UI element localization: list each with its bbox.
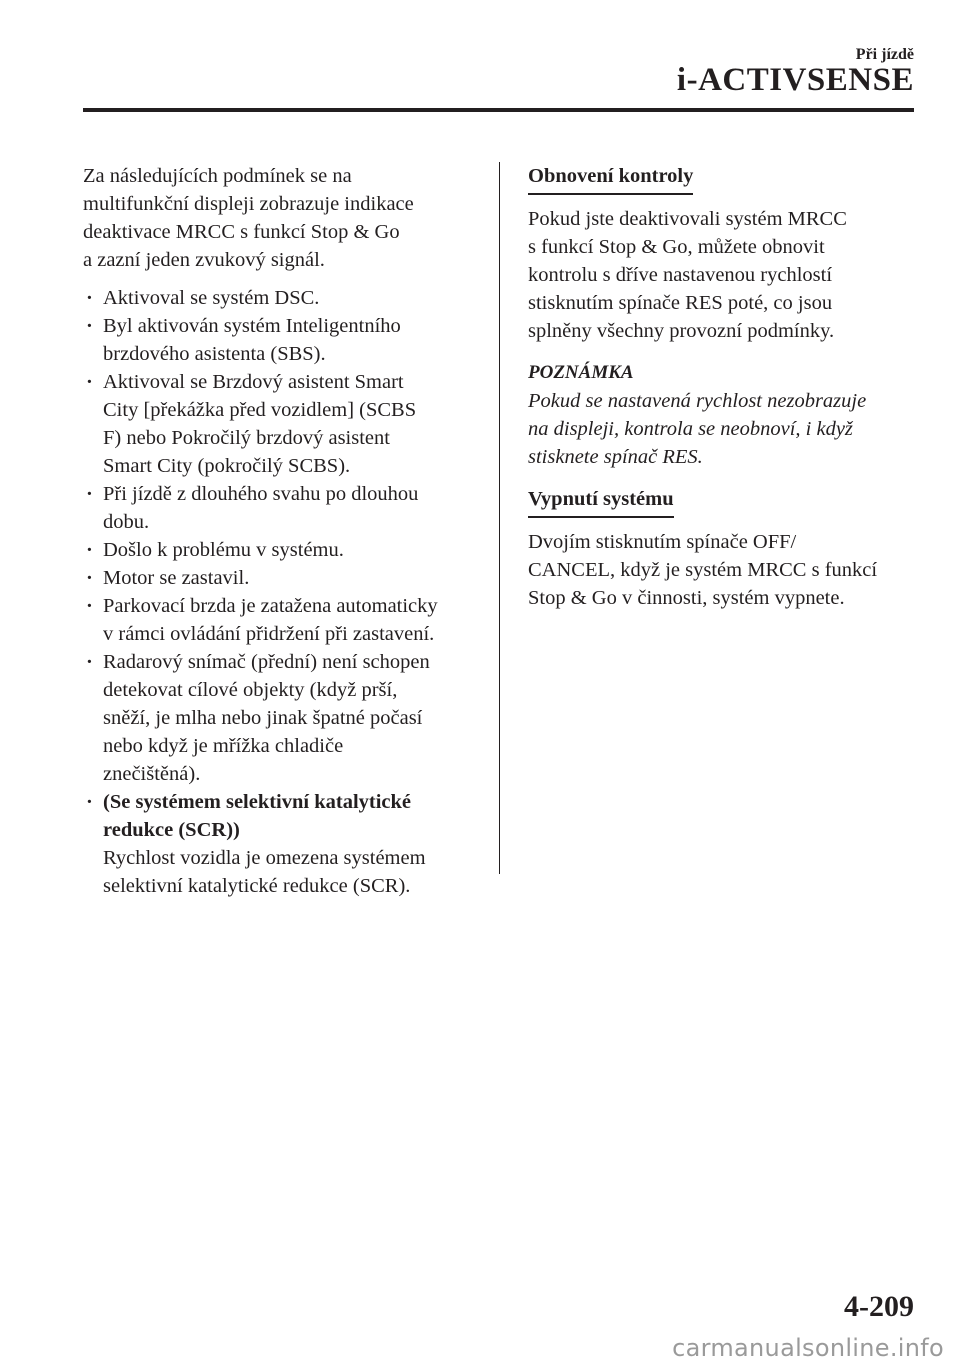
note-title: POZNÁMKA: [528, 362, 634, 383]
paragraph-line: Dvojím stisknutím spínače OFF/: [528, 531, 797, 553]
list-item-line: · Motor se zastavil.: [103, 567, 250, 589]
list-item-line: znečištěná).: [103, 763, 201, 785]
intro-paragraph: [83, 162, 483, 274]
column-divider: [499, 162, 500, 874]
list-item-line: sněží, je mlha nebo jinak špatné počasí: [103, 707, 423, 729]
note-line: stisknete spínač RES.: [528, 446, 703, 468]
list-item-line: Smart City (pokročilý SCBS).: [103, 455, 351, 477]
off-paragraph: [528, 528, 918, 612]
header-rule: [83, 108, 914, 112]
left-column: [83, 162, 483, 900]
list-item: [83, 648, 483, 788]
list-item-line: · Došlo k problému v systému.: [103, 539, 344, 561]
right-column: [528, 162, 918, 626]
list-item-scr: [83, 788, 483, 900]
list-item-line: v rámci ovládání přidržení při zastavení.: [103, 623, 435, 645]
list-item-line: nebo když je mřížka chladiče: [103, 735, 344, 757]
list-item-line: brzdového asistenta (SBS).: [103, 343, 326, 365]
list-item-line: selektivní katalytické redukce (SCR).: [103, 875, 411, 897]
list-item: [83, 480, 483, 536]
list-item-line: · Byl aktivován systém Inteligentního: [103, 315, 401, 337]
section-title: i-ACTIVSENSE: [676, 62, 914, 98]
scr-condition-heading: · (Se systémem selektivní katalytické: [103, 791, 412, 813]
chapter-title: Při jízdě: [855, 46, 914, 63]
list-item-line: F) nebo Pokročilý brzdový asistent: [103, 427, 390, 449]
list-item-line: · Při jízdě z dlouhého svahu po dlouhou: [103, 483, 419, 505]
paragraph-line: Stop & Go v činnosti, systém vypnete.: [528, 587, 845, 609]
off-heading: Vypnutí systému: [528, 485, 674, 518]
restore-paragraph: [528, 205, 918, 345]
intro-line: multifunkční displeji zobrazuje indikace: [83, 193, 414, 215]
list-item: [83, 536, 483, 564]
watermark: carmanualsonline.info: [672, 1334, 944, 1362]
condition-list: [83, 284, 483, 900]
list-item: [83, 312, 483, 368]
list-item: [83, 592, 483, 648]
note-line: Pokud se nastavená rychlost nezobrazuje: [528, 390, 867, 412]
list-item: [83, 564, 483, 592]
intro-line: a zazní jeden zvukový signál.: [83, 249, 325, 271]
list-item-line: Rychlost vozidla je omezena systémem: [103, 847, 426, 869]
paragraph-line: stisknutím spínače RES poté, co jsou: [528, 292, 833, 314]
scr-condition-heading: redukce (SCR)): [103, 819, 240, 841]
intro-line: deaktivace MRCC s funkcí Stop & Go: [83, 221, 400, 243]
paragraph-line: s funkcí Stop & Go, můžete obnovit: [528, 236, 825, 258]
list-item-line: dobu.: [103, 511, 150, 533]
list-item: [83, 284, 483, 312]
paragraph-line: splněny všechny provozní podmínky.: [528, 320, 835, 342]
list-item-line: · Radarový snímač (přední) není schopen: [103, 651, 430, 673]
note-text: [528, 387, 918, 471]
list-item-line: · Parkovací brzda je zatažena automaticky: [103, 595, 438, 617]
restore-heading: Obnovení kontroly: [528, 162, 693, 195]
intro-line: Za následujících podmínek se na: [83, 165, 352, 187]
page-number: 4-209: [844, 1290, 914, 1323]
paragraph-line: Pokud jste deaktivovali systém MRCC: [528, 208, 847, 230]
paragraph-line: kontrolu s dříve nastavenou rychlostí: [528, 264, 833, 286]
list-item-line: City [překážka před vozidlem] (SCBS: [103, 399, 417, 421]
list-item-line: · Aktivoval se systém DSC.: [103, 287, 320, 309]
note-line: na displeji, kontrola se neobnoví, i když: [528, 418, 853, 440]
paragraph-line: CANCEL, když je systém MRCC s funkcí: [528, 559, 878, 581]
list-item-line: · Aktivoval se Brzdový asistent Smart: [103, 371, 404, 393]
list-item-line: detekovat cílové objekty (když prší,: [103, 679, 398, 701]
list-item: [83, 368, 483, 480]
